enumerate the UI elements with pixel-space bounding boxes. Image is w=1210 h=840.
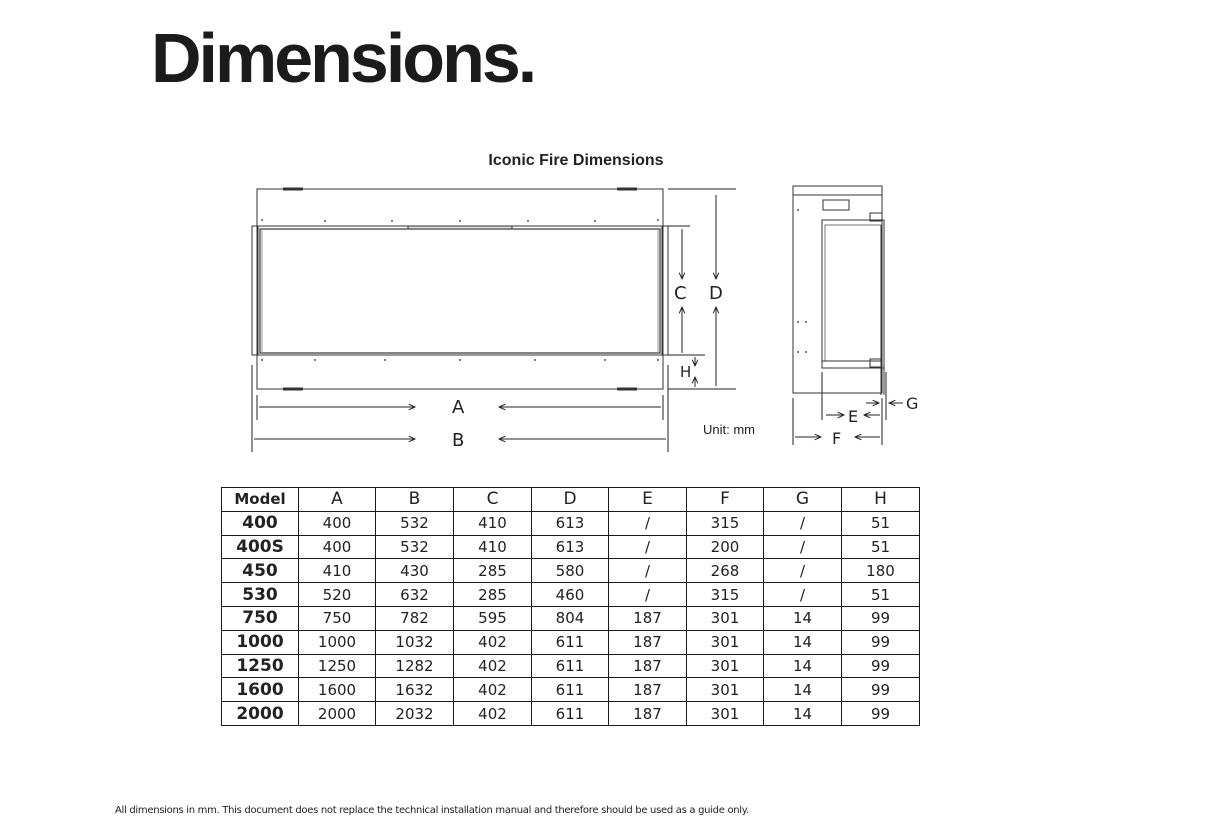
table-cell: / [764,583,842,607]
table-cell: 410 [454,511,532,535]
table-cell: 187 [609,702,687,726]
table-cell: 410 [454,535,532,559]
model-cell: 1000 [222,630,299,654]
table-cell: 402 [454,702,532,726]
table-cell: 1600 [299,678,376,702]
table-cell: 285 [454,583,532,607]
table-cell: 430 [376,559,454,583]
dimension-h-label: H [680,363,692,381]
dimension-a-label: A [452,397,465,418]
table-cell: 51 [842,583,920,607]
table-row [222,654,920,678]
table-cell: 315 [687,511,764,535]
dimension-f-label: F [832,429,842,448]
table-cell: 268 [687,559,764,583]
table-row [222,702,920,726]
dimension-b-label: B [452,430,465,451]
table-cell: 200 [687,535,764,559]
table-cell: / [609,559,687,583]
table-cell: 804 [532,606,609,630]
table-cell: 187 [609,630,687,654]
table-cell: / [609,535,687,559]
table-cell: 632 [376,583,454,607]
table-cell: 402 [454,630,532,654]
table-cell: / [609,583,687,607]
table-row [222,678,920,702]
table-cell: 99 [842,654,920,678]
header-a: A [299,488,376,512]
table-cell: 410 [299,559,376,583]
table-cell: 14 [764,702,842,726]
table-cell: 1282 [376,654,454,678]
table-cell: 1032 [376,630,454,654]
header-g: G [764,488,842,512]
table-cell: 520 [299,583,376,607]
table-cell: 2000 [299,702,376,726]
table-cell: 187 [609,606,687,630]
model-cell: 1250 [222,654,299,678]
model-cell: 530 [222,583,299,607]
dimension-d-label: D [709,283,723,304]
header-c: C [454,488,532,512]
header-b: B [376,488,454,512]
model-cell: 450 [222,559,299,583]
table-cell: 99 [842,702,920,726]
header-model: Model [222,488,299,512]
table-cell: 611 [532,654,609,678]
front-glass [260,229,660,353]
table-cell: 51 [842,511,920,535]
table-cell: 14 [764,678,842,702]
table-header-row [222,488,920,512]
table-cell: 187 [609,678,687,702]
header-e: E [609,488,687,512]
footnote: All dimensions in mm. This document does not replace the technical installation manual and therefore should be used as a guide only. [115,805,749,816]
model-cell: 1600 [222,678,299,702]
header-d: D [532,488,609,512]
table-cell: 14 [764,654,842,678]
table-cell: 750 [299,606,376,630]
unit-label: Unit: mm [703,422,755,437]
model-cell: 750 [222,606,299,630]
table-cell: 611 [532,630,609,654]
table-cell: 2032 [376,702,454,726]
table-row [222,535,920,559]
table-cell: 99 [842,678,920,702]
side-view [793,186,884,395]
table-cell: 315 [687,583,764,607]
diagram-title: Iconic Fire Dimensions [488,152,664,169]
table-cell: / [764,511,842,535]
table-cell: 400 [299,511,376,535]
table-cell: 532 [376,511,454,535]
table-cell: / [609,511,687,535]
table-body [222,511,920,725]
model-cell: 2000 [222,702,299,726]
table-cell: 1250 [299,654,376,678]
header-h: H [842,488,920,512]
table-cell: 1000 [299,630,376,654]
table-cell: 460 [532,583,609,607]
table-cell: 99 [842,630,920,654]
table-cell: 782 [376,606,454,630]
side-outer-body [793,186,882,393]
table-cell: 611 [532,678,609,702]
table-cell: 532 [376,535,454,559]
table-cell: 301 [687,630,764,654]
table-cell: 14 [764,630,842,654]
front-view [252,189,668,389]
table-row [222,630,920,654]
table-row [222,606,920,630]
table-cell: / [764,535,842,559]
model-cell: 400 [222,511,299,535]
table-cell: 301 [687,678,764,702]
dimension-e-label: E [848,407,859,426]
table-cell: 51 [842,535,920,559]
table-cell: 595 [454,606,532,630]
table-cell: 402 [454,654,532,678]
table-cell: 301 [687,606,764,630]
table-row [222,559,920,583]
table-cell: 99 [842,606,920,630]
table-cell: 187 [609,654,687,678]
table-row [222,511,920,535]
dimensions-table [221,487,920,726]
table-cell: 180 [842,559,920,583]
dimension-g-label: G [906,394,919,413]
table-cell: / [764,559,842,583]
table-cell: 580 [532,559,609,583]
table-cell: 301 [687,702,764,726]
table-cell: 400 [299,535,376,559]
dimension-c-label: C [674,283,687,304]
table-row [222,583,920,607]
table-cell: 611 [532,702,609,726]
table-cell: 613 [532,511,609,535]
header-f: F [687,488,764,512]
table-cell: 285 [454,559,532,583]
table-cell: 301 [687,654,764,678]
table-cell: 1632 [376,678,454,702]
table-cell: 402 [454,678,532,702]
model-cell: 400S [222,535,299,559]
table-cell: 613 [532,535,609,559]
table-cell: 14 [764,606,842,630]
page-title: Dimensions. [151,19,535,97]
